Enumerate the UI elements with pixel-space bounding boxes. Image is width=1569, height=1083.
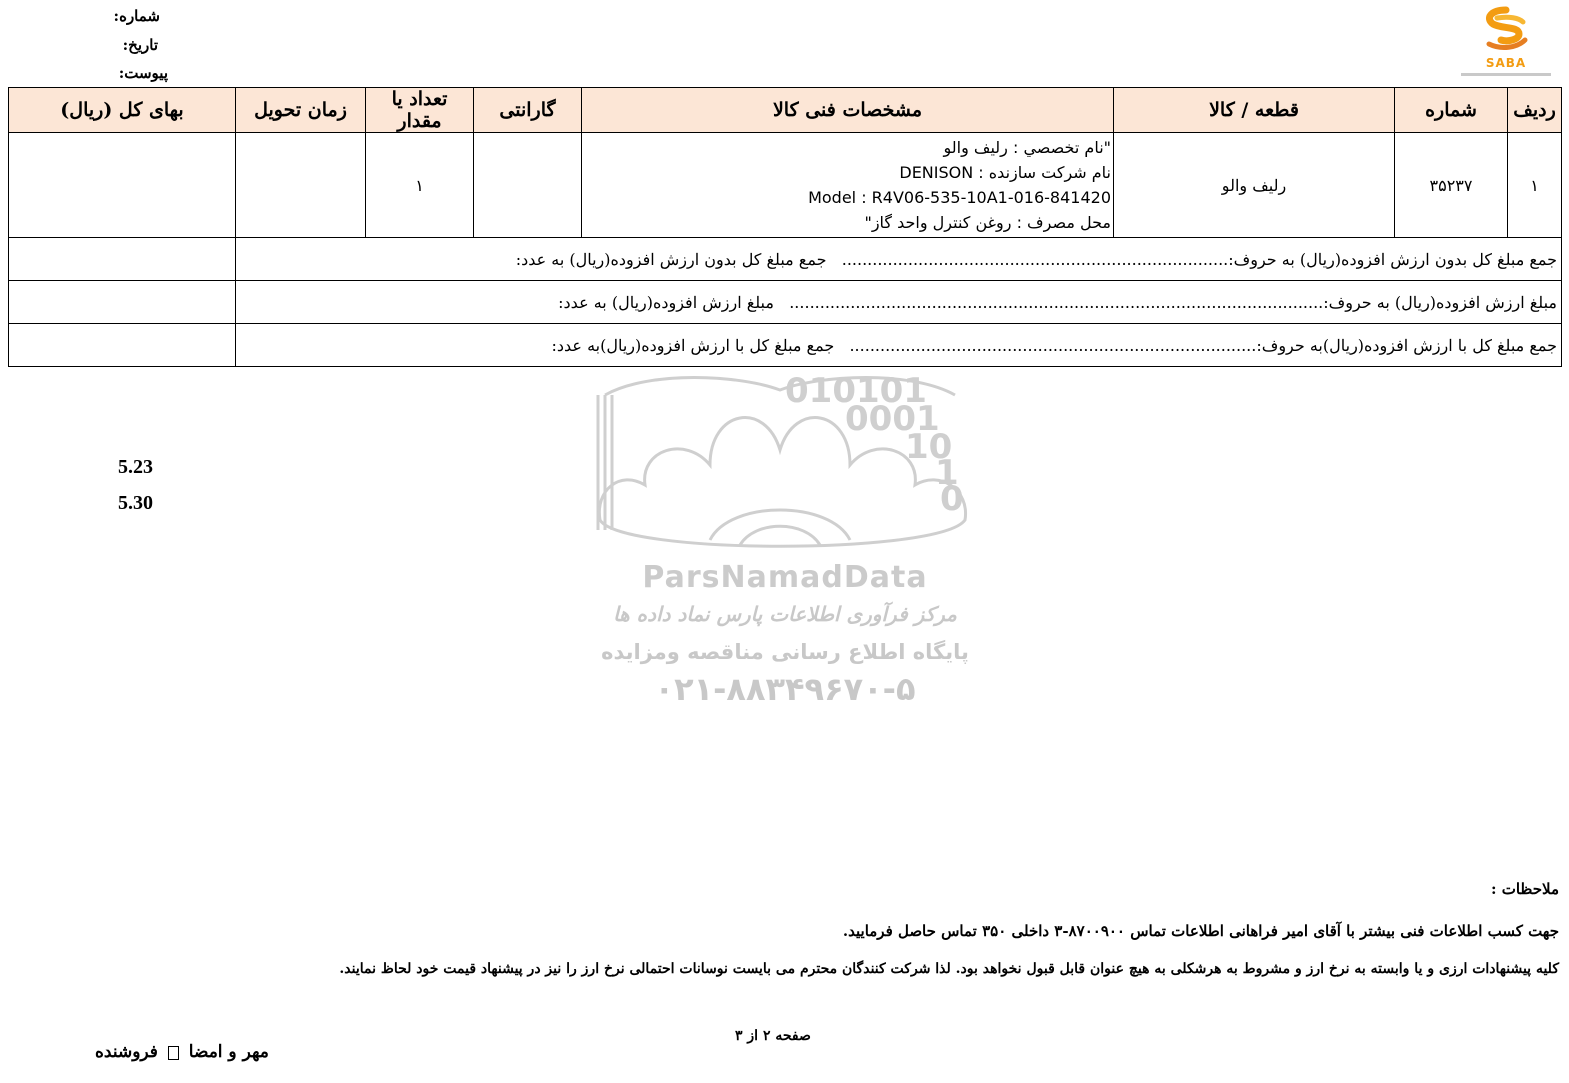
seller-label: فروشنده [95, 1042, 158, 1062]
summary-in-numbers: جمع مبلغ کل بدون ارزش افزوده(ریال) به عدد: [515, 249, 827, 269]
watermark-line: مرکز فرآوری اطلاعات پارس نماد داده ها [613, 602, 957, 626]
summary-in-numbers: مبلغ ارزش افزوده(ریال) به عدد: [558, 292, 774, 312]
col-spec-header: مشخصات فنی کالا [582, 88, 1114, 133]
date-note: 5.30 [118, 492, 153, 514]
notes-line: جهت کسب اطلاعات فنی بیشتر با آقای امیر فراهانی اطلاعات تماس ۸۷۰۰۹۰۰-۳ داخلی ۳۵۰ تماس حاصل فرمایید. [842, 922, 1559, 940]
summary-text [236, 238, 1562, 281]
col-quantity-header: تعداد یا مقدار [366, 88, 474, 133]
watermark-digits: 10 [905, 427, 953, 467]
notes-title: ملاحظات : [1490, 880, 1559, 898]
table-row [9, 133, 1562, 238]
summary-row [9, 324, 1562, 367]
checkbox-icon [168, 1046, 179, 1060]
company-logo [1461, 4, 1551, 76]
watermark [590, 370, 980, 715]
date-label: تاریخ: [122, 36, 158, 54]
attachment-label: پیوست: [118, 64, 168, 82]
spec-line: نام شرکت سازنده : DENISON [899, 163, 1111, 182]
col-total-price-header: بهای کل (ریال) [9, 88, 236, 133]
logo-underline [1461, 73, 1551, 76]
col-part-header: قطعه / کالا [1114, 88, 1395, 133]
watermark-phone: ۰۲۱-۸۸۳۴۹۶۷۰-۵ [654, 670, 916, 708]
cell-number: ۳۵۲۳۷ [1395, 133, 1508, 238]
col-number-header: شماره [1395, 88, 1508, 133]
summary-value-cell [9, 238, 236, 281]
cell-warranty [474, 133, 582, 238]
summary-value-cell [9, 324, 236, 367]
cell-row: ۱ [1508, 133, 1562, 238]
items-table [8, 87, 1562, 367]
summary-in-words: جمع مبلغ کل بدون ارزش افزوده(ریال) به حروف:............................................................................ [841, 249, 1557, 269]
watermark-digits: 0001 [845, 399, 940, 439]
summary-value-cell [9, 281, 236, 324]
summary-row [9, 281, 1562, 324]
col-delivery-header: زمان تحویل [236, 88, 366, 133]
saba-logo-icon [1461, 4, 1551, 64]
spec-line: "نام تخصصي : رليف والو [943, 138, 1111, 157]
summary-row [9, 238, 1562, 281]
watermark-digits: 010101 [785, 371, 927, 411]
summary-text [236, 281, 1562, 324]
cell-total-price [9, 133, 236, 238]
summary-text [236, 324, 1562, 367]
col-warranty-header: گارانتی [474, 88, 582, 133]
cell-spec [582, 133, 1114, 238]
signature-label: مهر و امضا [188, 1042, 269, 1062]
summary-in-numbers: جمع مبلغ کل با ارزش افزوده(ریال)به عدد: [551, 335, 835, 355]
table-header-row [9, 88, 1562, 133]
summary-in-words: جمع مبلغ کل با ارزش افزوده(ریال)به حروف:................................................................................ [849, 335, 1557, 355]
number-label: شماره: [113, 7, 160, 25]
watermark-title: ParsNamadData [642, 560, 928, 595]
date-note: 5.23 [118, 456, 153, 478]
notes-line: کلیه پیشنهادات ارزی و یا وابسته به نرخ ارز و مشروط به هرشکلی به هیچ عنوان قابل قبول نخواهد بود. لذا شرکت کنندگان محترم می بایست نوسانات احتمالی نرخ ارز را نیز در پیشنهاد قیمت خود لحاظ نمایند. [339, 961, 1559, 977]
col-row-header: ردیف [1508, 88, 1562, 133]
summary-in-words: مبلغ ارزش افزوده(ریال) به حروف:......................................................................................................... [789, 292, 1557, 312]
logo-text: SABA [1485, 56, 1527, 70]
spec-line: Model : R4V06-535-10A1-016-841420 [808, 188, 1111, 207]
seller-signature [95, 1042, 269, 1062]
cell-delivery [236, 133, 366, 238]
watermark-line: پایگاه اطلاع رسانی مناقصه ومزایده [601, 640, 969, 664]
cell-quantity: ۱ [366, 133, 474, 238]
watermark-emblem-icon [590, 370, 980, 570]
watermark-digits: 1 [935, 453, 959, 493]
cell-part: رليف والو [1114, 133, 1395, 238]
spec-line: محل مصرف : روغن کنترل واحد گاز" [864, 213, 1111, 232]
page-number: صفحه ۲ از ۳ [735, 1028, 811, 1044]
watermark-digits: 0 [940, 479, 964, 519]
